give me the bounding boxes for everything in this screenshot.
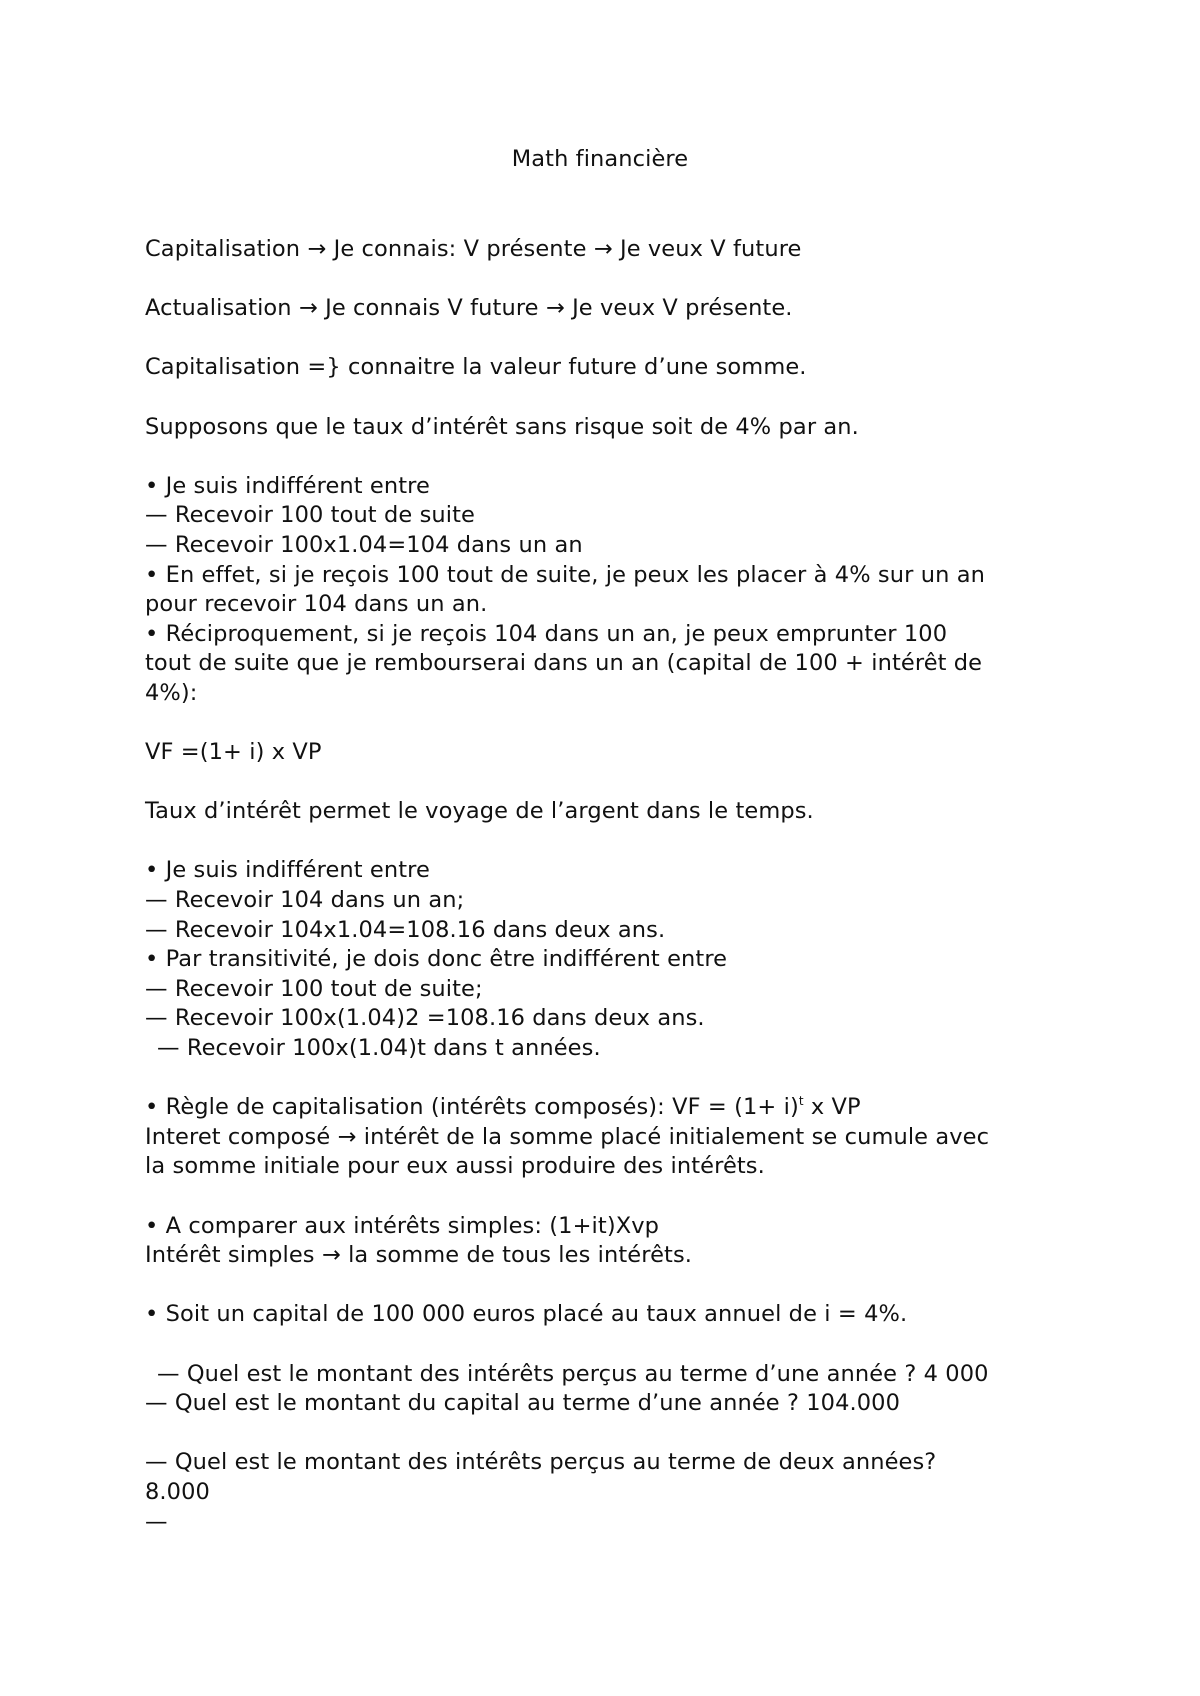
bullet-capital-exemple: • Soit un capital de 100 000 euros placé au taux annuel de i = 4%. — [145, 1301, 908, 1328]
paragraph-interet-compose: Interet composé → intérêt de la somme placé initialement se cumule avec — [145, 1123, 990, 1150]
paragraph-interet-simples: Intérêt simples → la somme de tous les intérêts. — [145, 1242, 693, 1269]
trailing-dash: — — [145, 1508, 168, 1535]
paragraph-gap — [145, 1419, 1080, 1449]
bullet-reciproquement-continued: tout de suite que je rembourserai dans un an (capital de 100 + intérêt de — [145, 650, 983, 677]
regle-suffix: x VP — [803, 1094, 861, 1121]
formula-vf: VF =(1+ i) x VP — [145, 739, 322, 766]
paragraph-gap — [145, 442, 1080, 472]
dash-item: — Recevoir 100x(1.04)t dans t années. — [157, 1035, 601, 1062]
regle-text: • Règle de capitalisation (intérêts composés): VF = (1+ i) — [145, 1094, 799, 1121]
paragraph-interet-compose-continued: la somme initiale pour eux aussi produire des intérêts. — [145, 1153, 765, 1180]
dash-item: — Recevoir 100x1.04=104 dans un an — [145, 531, 583, 558]
paragraph-capitalisation: Capitalisation → Je connais: V présente → Je veux V future — [145, 236, 802, 262]
exponent-t: t — [798, 1094, 804, 1109]
dash-item: — Recevoir 100 tout de suite; — [145, 975, 483, 1002]
dash-item: — Recevoir 100x(1.04)2 =108.16 dans deux ans. — [145, 1005, 705, 1032]
bullet-indifferent: • Je suis indifférent entre — [145, 857, 430, 884]
bullet-regle-capitalisation — [145, 1093, 1080, 1123]
dash-item: — Recevoir 104 dans un an; — [145, 887, 465, 914]
document-body — [145, 235, 1080, 1537]
paragraph-gap — [145, 1330, 1080, 1360]
dash-item: — Recevoir 100 tout de suite — [145, 502, 475, 529]
paragraph-gap — [145, 827, 1080, 857]
dash-item: — Recevoir 104x1.04=108.16 dans deux ans. — [145, 916, 666, 943]
paragraph-voyage-argent: Taux d’intérêt permet le voyage de l’argent dans le temps. — [145, 798, 814, 825]
question-answer: 8.000 — [145, 1478, 210, 1505]
document-title: Math financière — [511, 146, 689, 172]
paragraph-capitalisation-definition: Capitalisation =} connaitre la valeur future d’une somme. — [145, 354, 807, 381]
bullet-en-effet-continued: pour recevoir 104 dans un an. — [145, 591, 488, 618]
paragraph-gap — [145, 1064, 1080, 1094]
paragraph-gap — [145, 768, 1080, 798]
paragraph-gap — [145, 324, 1080, 354]
paragraph-gap — [145, 383, 1080, 413]
bullet-interets-simples: • A comparer aux intérêts simples: (1+it)Xvp — [145, 1212, 660, 1239]
paragraph-actualisation: Actualisation → Je connais V future → Je veux V présente. — [145, 295, 793, 322]
bullet-transitivite: • Par transitivité, je dois donc être indifférent entre — [145, 946, 728, 973]
paragraph-gap — [145, 709, 1080, 739]
question-interets-un-an: — Quel est le montant des intérêts perçus au terme d’une année ? 4 000 — [157, 1360, 989, 1387]
bullet-en-effet: • En effet, si je reçois 100 tout de suite, je peux les placer à 4% sur un an — [145, 561, 985, 588]
paragraph-gap — [145, 265, 1080, 295]
paragraph-gap — [145, 1182, 1080, 1212]
question-interets-deux-ans: — Quel est le montant des intérêts perçus au terme de deux années? — [145, 1449, 937, 1476]
bullet-reciproquement-continued: 4%): — [145, 679, 198, 706]
question-capital-un-an: — Quel est le montant du capital au terme d’une année ? 104.000 — [145, 1390, 901, 1417]
paragraph-gap — [145, 1271, 1080, 1301]
paragraph-taux-hypothese: Supposons que le taux d’intérêt sans risque soit de 4% par an. — [145, 413, 859, 440]
bullet-indifferent: • Je suis indifférent entre — [145, 472, 430, 499]
bullet-reciproquement: • Réciproquement, si je reçois 104 dans un an, je peux emprunter 100 — [145, 620, 948, 647]
